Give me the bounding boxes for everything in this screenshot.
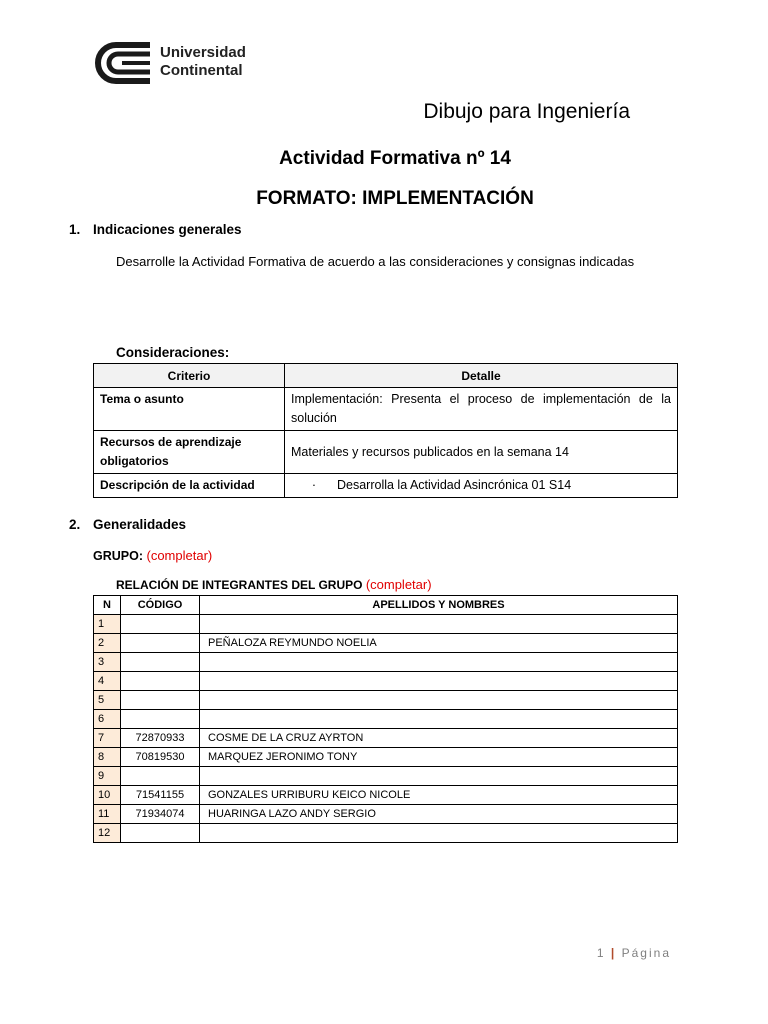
nombre-cell [200,653,678,672]
considerations-label: Consideraciones: [116,345,230,360]
nombre-cell: COSME DE LA CRUZ AYRTON [200,729,678,748]
row-number-cell: 1 [94,615,121,634]
table-row [94,672,678,691]
row-number-cell: 3 [94,653,121,672]
detalle-text: Desarrolla la Actividad Asincrónica 01 S14 [337,478,572,492]
relation-line [116,577,432,592]
nombre-cell [200,767,678,786]
members-table [93,595,678,843]
nombre-cell [200,691,678,710]
relation-placeholder: (completar) [365,577,432,592]
row-number-cell: 5 [94,691,121,710]
row-number-cell: 9 [94,767,121,786]
row-number-cell: 11 [94,805,121,824]
codigo-cell [121,653,200,672]
relation-label: RELACIÓN DE INTEGRANTES DEL GRUPO [116,578,363,592]
codigo-cell [121,767,200,786]
activity-title: Actividad Formativa nº 14 [279,148,511,169]
logo-line-1: Universidad [160,44,246,61]
header-detalle: Detalle [285,364,678,388]
table-header-row [94,364,678,388]
table-row [94,691,678,710]
nombre-cell [200,824,678,843]
section-2-number: 2. [69,517,81,532]
nombre-cell: MARQUEZ JERONIMO TONY [200,748,678,767]
nombre-cell: GONZALES URRIBURU KEICO NICOLE [200,786,678,805]
section-2-title: Generalidades [93,517,187,532]
detalle-cell: Materiales y recursos publicados en la semana 14 [285,431,678,474]
table-row [94,634,678,653]
nombre-cell [200,672,678,691]
page-label: Página [621,946,671,960]
subject-title: Dibujo para Ingeniería [423,100,630,123]
nombre-cell [200,710,678,729]
header-n: N [94,596,121,615]
table-row [94,474,678,498]
table-row [94,710,678,729]
row-number-cell: 4 [94,672,121,691]
page-footer [597,946,671,960]
bullet: · [311,478,317,492]
footer-separator: | [610,946,617,960]
row-number-cell: 8 [94,748,121,767]
criterio-cell: Descripción de la actividad [94,474,285,498]
group-label: GRUPO: [93,549,143,563]
codigo-cell [121,672,200,691]
codigo-cell: 71541155 [121,786,200,805]
codigo-cell [121,634,200,653]
instructions-paragraph [92,252,662,272]
codigo-cell [121,615,200,634]
table-row [94,824,678,843]
members-body [94,615,678,843]
section-1-heading [69,222,242,237]
row-number-cell: 12 [94,824,121,843]
table-row [94,786,678,805]
codigo-cell [121,710,200,729]
table-row [94,729,678,748]
group-placeholder: (completar) [146,548,213,563]
table-row [94,748,678,767]
detalle-cell [285,474,678,498]
continental-logo-icon [92,40,154,86]
table-row [94,653,678,672]
codigo-cell [121,824,200,843]
header-criterio: Criterio [94,364,285,388]
row-number-cell: 10 [94,786,121,805]
table-row [94,615,678,634]
university-logo [92,40,262,86]
table-row [94,767,678,786]
header-nombres: APELLIDOS Y NOMBRES [200,596,678,615]
members-header-row [94,596,678,615]
section-1-title: Indicaciones generales [93,222,242,237]
nombre-cell: PEÑALOZA REYMUNDO NOELIA [200,634,678,653]
nombre-cell [200,615,678,634]
codigo-cell [121,691,200,710]
criterio-cell: Tema o asunto [94,388,285,431]
table-row [94,805,678,824]
codigo-cell: 70819530 [121,748,200,767]
row-number-cell: 2 [94,634,121,653]
logo-line-2: Continental [160,62,243,79]
table-row [94,388,678,431]
considerations-table [93,363,678,498]
group-line [93,548,212,563]
codigo-cell: 72870933 [121,729,200,748]
header-codigo: CÓDIGO [121,596,200,615]
codigo-cell: 71934074 [121,805,200,824]
instructions-text: Desarrolle la Actividad Formativa de acuerdo a las consideraciones y consignas indicadas [116,254,635,269]
nombre-cell: HUARINGA LAZO ANDY SERGIO [200,805,678,824]
format-title: FORMATO: IMPLEMENTACIÓN [256,188,534,209]
page-number: 1 [596,946,606,960]
criterio-cell: Recursos de aprendizaje obligatorios [94,431,285,474]
table-row [94,431,678,474]
row-number-cell: 7 [94,729,121,748]
row-number-cell: 6 [94,710,121,729]
detalle-cell: Implementación: Presenta el proceso de implementación de la solución [285,388,678,431]
section-1-number: 1. [69,222,81,237]
section-2-heading [69,517,186,532]
